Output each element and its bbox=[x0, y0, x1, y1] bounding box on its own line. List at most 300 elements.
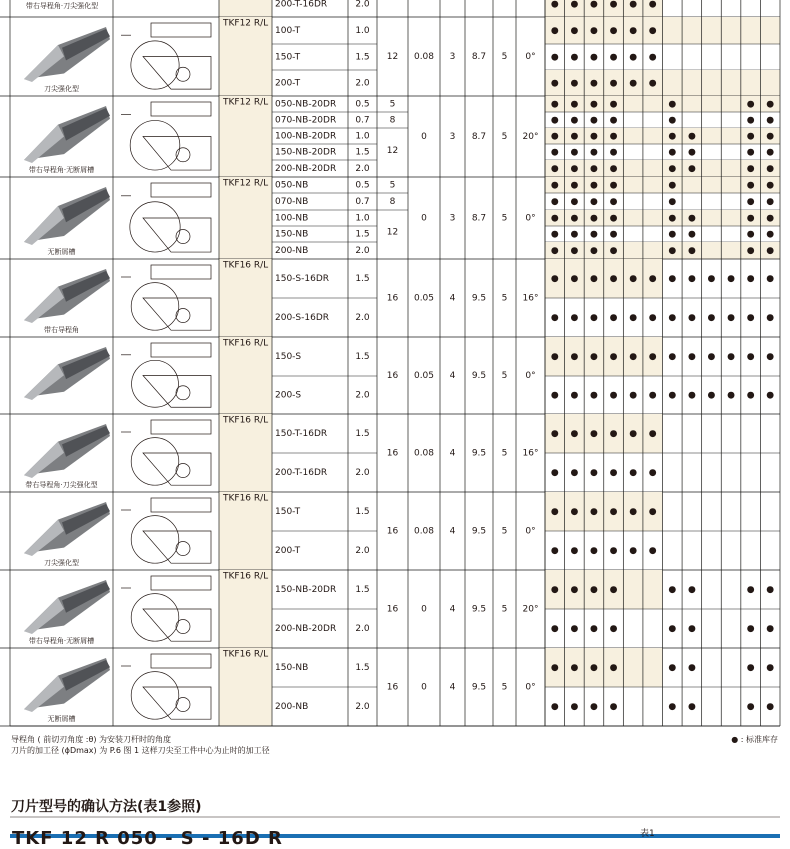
drawing-dmax-circle bbox=[131, 283, 179, 331]
insert-photo bbox=[24, 106, 110, 163]
stock-dot: ● bbox=[766, 197, 775, 207]
grade-band bbox=[623, 570, 643, 609]
stock-dot: ● bbox=[609, 197, 618, 207]
stock-dot: ● bbox=[668, 229, 677, 240]
stock-dot: ● bbox=[570, 246, 579, 256]
stock-dot: ● bbox=[550, 229, 559, 240]
drawing-hole bbox=[176, 542, 190, 556]
stock-dot: ● bbox=[727, 274, 735, 284]
stock-dot: ● bbox=[727, 390, 735, 401]
stock-dot: ● bbox=[570, 507, 579, 517]
stock-dot: ● bbox=[668, 213, 677, 224]
stock-dot: ● bbox=[648, 313, 657, 323]
size-code: 200-T bbox=[275, 546, 301, 556]
drawing-top-view bbox=[143, 609, 211, 641]
group-label: 带右导程角·刀尖强化型 bbox=[25, 2, 99, 10]
l-value: 9.5 bbox=[471, 293, 487, 304]
stock-dot: ● bbox=[550, 147, 559, 158]
e-value: 0 bbox=[421, 132, 427, 142]
stock-dot: ● bbox=[687, 147, 696, 158]
stock-dot: ● bbox=[570, 274, 579, 284]
stock-dot: ● bbox=[609, 313, 618, 323]
grade-band bbox=[760, 17, 780, 44]
stock-dot: ● bbox=[668, 624, 677, 634]
stock-dot: ● bbox=[570, 429, 579, 439]
stock-dot: ● bbox=[609, 390, 618, 401]
stock-dot: ● bbox=[629, 26, 638, 36]
dia-value: 5 bbox=[389, 180, 396, 191]
corner-radius: 2.0 bbox=[355, 0, 370, 10]
stock-dot: ● bbox=[648, 26, 657, 36]
stock-dot: ● bbox=[668, 99, 677, 110]
stock-dot: ● bbox=[746, 274, 755, 284]
insert-drawing bbox=[121, 23, 211, 89]
table-row bbox=[275, 70, 780, 96]
stock-dot: ● bbox=[609, 164, 618, 174]
insert-group bbox=[0, 259, 780, 337]
stock-dot: ● bbox=[766, 131, 775, 142]
stock-dot: ● bbox=[707, 313, 716, 323]
insert-drawing bbox=[121, 576, 211, 641]
dia-value: 16 bbox=[386, 526, 399, 537]
stock-dot: ● bbox=[687, 663, 696, 673]
stock-dot: ● bbox=[570, 0, 579, 10]
stock-dot: ● bbox=[590, 99, 598, 110]
stock-dot: ● bbox=[550, 468, 559, 478]
stock-dot: ● bbox=[550, 246, 559, 256]
angle-value: 20° bbox=[522, 132, 539, 142]
stock-dot: ● bbox=[590, 352, 598, 362]
k-value: 4 bbox=[449, 371, 456, 381]
insert-group bbox=[0, 492, 780, 570]
stock-dot: ● bbox=[746, 390, 755, 401]
h-value: 5 bbox=[501, 448, 508, 459]
stock-dot: ● bbox=[550, 702, 559, 712]
size-code: 200-T bbox=[275, 78, 301, 89]
stock-dot: ● bbox=[550, 0, 559, 10]
corner-radius: 1.5 bbox=[355, 274, 370, 284]
size-code: 050-NB-20DR bbox=[275, 99, 337, 110]
grade-band bbox=[741, 70, 761, 96]
stock-dot: ● bbox=[550, 213, 559, 224]
e-value: 0 bbox=[421, 604, 427, 615]
stock-dot: ● bbox=[746, 624, 755, 634]
stock-dot: ● bbox=[609, 585, 618, 595]
grade-band bbox=[643, 242, 663, 259]
stock-dot: ● bbox=[550, 197, 559, 207]
corner-radius: 1.5 bbox=[355, 229, 370, 240]
stock-dot: ● bbox=[609, 274, 618, 284]
stock-dot: ● bbox=[766, 585, 775, 595]
drawing-side-view bbox=[151, 343, 211, 357]
stock-dot: ● bbox=[766, 147, 775, 158]
drawing-side-view bbox=[151, 654, 211, 668]
stock-dot: ● bbox=[727, 313, 735, 323]
drawing-top-view bbox=[143, 298, 211, 330]
angle-value: 0° bbox=[525, 682, 536, 693]
footnotes bbox=[11, 734, 270, 756]
insert-photo bbox=[24, 424, 110, 478]
size-code: 050-NB bbox=[275, 180, 309, 191]
insert-drawing bbox=[121, 265, 211, 330]
group-label: 刀尖强化型 bbox=[44, 559, 79, 567]
series-band bbox=[219, 17, 272, 96]
stock-dot: ● bbox=[550, 390, 559, 401]
stock-dot: ● bbox=[570, 26, 579, 36]
size-code: 100-NB bbox=[275, 213, 309, 224]
angle-value: 0° bbox=[525, 213, 536, 224]
stock-dot: ● bbox=[590, 313, 598, 323]
grade-band bbox=[623, 210, 643, 226]
stock-dot: ● bbox=[648, 52, 657, 63]
insert-group bbox=[0, 177, 780, 259]
l-value: 9.5 bbox=[471, 448, 487, 459]
corner-radius: 2.0 bbox=[355, 164, 370, 174]
stock-dot: ● bbox=[550, 52, 559, 63]
stock-dot: ● bbox=[570, 52, 579, 63]
corner-radius: 2.0 bbox=[355, 468, 370, 478]
stock-dot: ● bbox=[609, 180, 618, 191]
stock-dot: ● bbox=[629, 429, 638, 439]
stock-dot: ● bbox=[570, 147, 579, 158]
size-code: 200-T-16DR bbox=[275, 468, 328, 478]
grade-band bbox=[623, 128, 643, 144]
size-code: 100-NB-20DR bbox=[275, 131, 337, 142]
h-value: 5 bbox=[501, 52, 508, 62]
grade-band bbox=[643, 570, 663, 609]
stock-dot: ● bbox=[590, 468, 598, 478]
stock-dot: ● bbox=[668, 131, 677, 142]
angle-value: 0° bbox=[525, 526, 536, 537]
grade-band bbox=[682, 17, 702, 44]
stock-dot: ● bbox=[766, 624, 775, 634]
stock-dot: ● bbox=[766, 115, 775, 126]
corner-radius: 0.7 bbox=[355, 115, 370, 126]
stock-dot: ● bbox=[629, 0, 638, 10]
size-code: 200-NB-20DR bbox=[275, 624, 337, 634]
stock-dot: ● bbox=[707, 274, 716, 284]
drawing-hole bbox=[176, 67, 190, 81]
stock-dot: ● bbox=[687, 213, 696, 224]
grade-band bbox=[721, 70, 741, 96]
stock-dot: ● bbox=[590, 213, 598, 224]
stock-dot: ● bbox=[590, 180, 598, 191]
grade-band bbox=[643, 648, 663, 687]
l-value: 9.5 bbox=[471, 526, 487, 537]
stock-dot: ● bbox=[570, 313, 579, 323]
stock-dot: ● bbox=[590, 26, 598, 36]
stock-dot: ● bbox=[668, 147, 677, 158]
stock-dot: ● bbox=[550, 131, 559, 142]
corner-radius: 1.5 bbox=[355, 663, 370, 673]
series-band bbox=[219, 648, 272, 726]
insert-photo bbox=[24, 580, 110, 634]
stock-dot: ● bbox=[590, 147, 598, 158]
stock-dot: ● bbox=[746, 213, 755, 224]
drawing-side-view bbox=[151, 420, 211, 434]
stock-dot: ● bbox=[609, 115, 618, 126]
series-code: TKF16 R/L bbox=[223, 571, 269, 582]
stock-dot: ● bbox=[590, 246, 598, 256]
dia-value: 16 bbox=[386, 448, 399, 459]
corner-radius: 1.5 bbox=[355, 507, 370, 517]
grade-band bbox=[682, 96, 702, 112]
series-code: TKF16 R/L bbox=[223, 415, 269, 426]
stock-dot: ● bbox=[766, 663, 775, 673]
stock-dot: ● bbox=[570, 197, 579, 207]
stock-dot: ● bbox=[590, 229, 598, 240]
grade-band bbox=[741, 17, 761, 44]
drawing-top-view bbox=[143, 218, 211, 252]
drawing-dmax-circle bbox=[130, 120, 180, 170]
stock-dot: ● bbox=[570, 131, 579, 142]
model-code-example: TKF 12 R 050 - S - 16D R bbox=[12, 828, 283, 849]
l-value: 9.5 bbox=[471, 682, 487, 693]
stock-dot: ● bbox=[707, 352, 716, 362]
stock-dot: ● bbox=[570, 115, 579, 126]
insert-photo bbox=[24, 502, 110, 556]
dia-value: 16 bbox=[386, 604, 399, 615]
insert-photo bbox=[24, 269, 110, 323]
insert-group bbox=[0, 648, 780, 726]
stock-dot: ● bbox=[550, 115, 559, 126]
angle-value: 0° bbox=[525, 371, 536, 381]
stock-dot: ● bbox=[668, 246, 677, 256]
drawing-side-view bbox=[151, 576, 211, 590]
table-row bbox=[275, 624, 774, 634]
corner-radius: 2.0 bbox=[355, 246, 370, 256]
h-value: 5 bbox=[501, 293, 508, 304]
k-value: 4 bbox=[449, 682, 456, 693]
size-code: 200-S-16DR bbox=[275, 313, 330, 323]
stock-dot: ● bbox=[687, 585, 696, 595]
stock-dot: ● bbox=[609, 147, 618, 158]
stock-dot: ● bbox=[648, 0, 657, 10]
size-code: 150-T-16DR bbox=[275, 429, 328, 439]
grade-band bbox=[760, 70, 780, 96]
stock-dot: ● bbox=[648, 429, 657, 439]
grade-band bbox=[643, 177, 663, 193]
corner-radius: 2.0 bbox=[355, 78, 370, 89]
stock-dot: ● bbox=[766, 180, 775, 191]
series-band bbox=[219, 492, 272, 570]
angle-value: 16° bbox=[522, 293, 539, 304]
table-row bbox=[275, 242, 780, 259]
stock-dot: ● bbox=[687, 390, 696, 401]
series-code: TKF16 R/L bbox=[223, 649, 269, 660]
h-value: 5 bbox=[501, 526, 508, 537]
stock-dot: ● bbox=[609, 507, 618, 517]
series-code: TKF12 R/L bbox=[223, 97, 269, 108]
corner-radius: 1.0 bbox=[355, 131, 370, 142]
stock-dot: ● bbox=[687, 164, 696, 174]
stock-dot: ● bbox=[550, 313, 559, 323]
stock-dot: ● bbox=[766, 213, 775, 224]
stock-dot: ● bbox=[687, 246, 696, 256]
l-value: 9.5 bbox=[471, 604, 487, 615]
series-code: TKF16 R/L bbox=[223, 338, 269, 349]
stock-dot: ● bbox=[590, 0, 598, 10]
table-row bbox=[275, 546, 657, 556]
h-value: 5 bbox=[501, 604, 508, 615]
drawing-side-view bbox=[151, 183, 211, 197]
corner-radius: 1.5 bbox=[355, 585, 370, 595]
stock-dot: ● bbox=[668, 313, 677, 323]
stock-dot: ● bbox=[746, 131, 755, 142]
stock-dot: ● bbox=[570, 546, 579, 556]
insert-group bbox=[0, 337, 780, 414]
grade-band bbox=[663, 17, 683, 44]
stock-dot: ● bbox=[746, 585, 755, 595]
stock-dot: ● bbox=[590, 429, 598, 439]
series-code: TKF16 R/L bbox=[223, 493, 269, 504]
e-value: 0.08 bbox=[413, 52, 435, 62]
stock-dot: ● bbox=[668, 164, 677, 174]
stock-dot: ● bbox=[766, 352, 775, 362]
stock-dot: ● bbox=[668, 663, 677, 673]
stock-dot: ● bbox=[746, 99, 755, 110]
stock-dot: ● bbox=[550, 78, 559, 89]
stock-dot: ● bbox=[687, 131, 696, 142]
dia-value: 8 bbox=[389, 115, 396, 126]
stock-dot: ● bbox=[609, 131, 618, 142]
stock-dot: ● bbox=[746, 352, 755, 362]
corner-radius: 1.5 bbox=[355, 429, 370, 439]
insert-drawing bbox=[121, 498, 211, 563]
group-label: 刀尖强化型 bbox=[44, 85, 79, 93]
group-label: 带右导程角 bbox=[44, 326, 79, 334]
size-code: 150-T bbox=[275, 52, 301, 63]
angle-value: 16° bbox=[522, 448, 539, 459]
grade-band bbox=[721, 177, 741, 193]
stock-dot: ● bbox=[629, 274, 638, 284]
stock-dot: ● bbox=[668, 274, 677, 284]
insert-drawing bbox=[121, 420, 211, 485]
stock-dot: ● bbox=[687, 352, 696, 362]
grade-band bbox=[682, 177, 702, 193]
stock-dot: ● bbox=[687, 313, 696, 323]
stock-dot: ● bbox=[648, 507, 657, 517]
insert-photo bbox=[24, 658, 110, 712]
stock-dot: ● bbox=[648, 274, 657, 284]
h-value: 5 bbox=[501, 682, 508, 693]
table-row bbox=[275, 160, 780, 177]
e-value: 0.05 bbox=[413, 293, 435, 304]
series-code: TKF16 R/L bbox=[223, 260, 269, 271]
grade-band bbox=[702, 160, 722, 177]
drawing-hole bbox=[176, 698, 190, 712]
e-value: 0.08 bbox=[413, 526, 435, 537]
stock-dot: ● bbox=[609, 624, 618, 634]
series-band bbox=[219, 96, 272, 177]
insert-photo bbox=[24, 347, 110, 400]
size-code: 100-T bbox=[275, 26, 301, 36]
grade-band bbox=[682, 70, 702, 96]
insert-photo bbox=[24, 27, 110, 82]
stock-dot: ● bbox=[687, 229, 696, 240]
series-code: TKF12 R/L bbox=[223, 18, 269, 29]
stock-dot: ● bbox=[668, 585, 677, 595]
stock-dot: ● bbox=[766, 164, 775, 174]
stock-dot: ● bbox=[609, 229, 618, 240]
stock-dot: ● bbox=[629, 468, 638, 478]
stock-dot: ● bbox=[609, 663, 618, 673]
drawing-hole bbox=[176, 386, 190, 400]
grade-band bbox=[702, 210, 722, 226]
table-row bbox=[275, 468, 657, 478]
footnote-dmax: 刀片的加工径 (ϕDmax) 为 P.6 图 1 这样刀尖至工件中心为止时的加工径 bbox=[11, 746, 270, 755]
stock-dot: ● bbox=[550, 164, 559, 174]
stock-dot: ● bbox=[590, 390, 598, 401]
k-value: 4 bbox=[449, 604, 456, 615]
size-code: 070-NB bbox=[275, 197, 309, 207]
stock-dot: ● bbox=[590, 164, 598, 174]
insert-photo bbox=[24, 187, 110, 245]
stock-dot: ● bbox=[629, 78, 638, 89]
stock-dot: ● bbox=[590, 546, 598, 556]
corner-radius: 1.0 bbox=[355, 26, 370, 36]
series-band bbox=[219, 337, 272, 414]
stock-dot: ● bbox=[590, 115, 598, 126]
dia-value: 12 bbox=[386, 52, 399, 62]
insert-group bbox=[0, 17, 780, 96]
stock-dot: ● bbox=[570, 585, 579, 595]
h-value: 5 bbox=[501, 371, 508, 381]
l-value: 9.5 bbox=[471, 371, 487, 381]
stock-dot: ● bbox=[648, 468, 657, 478]
series-band bbox=[219, 177, 272, 259]
drawing-dmax-circle bbox=[132, 360, 179, 407]
stock-dot: ● bbox=[590, 507, 598, 517]
stock-dot: ● bbox=[550, 99, 559, 110]
stock-dot: ● bbox=[668, 180, 677, 191]
stock-dot: ● bbox=[629, 352, 638, 362]
stock-dot: ● bbox=[746, 180, 755, 191]
h-value: 5 bbox=[501, 132, 508, 142]
drawing-dmax-circle bbox=[131, 438, 179, 486]
stock-dot: ● bbox=[590, 663, 598, 673]
stock-dot: ● bbox=[590, 702, 598, 712]
dia-value: 12 bbox=[386, 146, 399, 156]
drawing-top-view bbox=[143, 453, 211, 485]
stock-dot: ● bbox=[648, 352, 657, 362]
size-code: 150-NB-20DR bbox=[275, 147, 337, 158]
grade-band bbox=[623, 96, 643, 112]
stock-dot: ● bbox=[629, 52, 638, 63]
grade-band bbox=[623, 177, 643, 193]
grade-band bbox=[643, 160, 663, 177]
stock-dot: ● bbox=[590, 131, 598, 142]
stock-dot: ● bbox=[550, 585, 559, 595]
top-partial-row bbox=[0, 0, 780, 17]
size-code: 200-NB bbox=[275, 246, 309, 256]
grade-band bbox=[702, 128, 722, 144]
stock-dot: ● bbox=[590, 624, 598, 634]
footnote-lead-angle: 导程角 ( 前切刃角度 :θ) 为安装刀杆时的角度 bbox=[11, 735, 172, 744]
dia-value: 5 bbox=[389, 99, 396, 110]
dia-value: 16 bbox=[386, 371, 399, 381]
grade-band bbox=[623, 648, 643, 687]
corner-radius: 2.0 bbox=[355, 313, 370, 323]
stock-dot: ● bbox=[570, 352, 579, 362]
drawing-top-view bbox=[143, 687, 211, 719]
stock-dot: ● bbox=[746, 164, 755, 174]
grade-band bbox=[702, 242, 722, 259]
stock-dot: ● bbox=[766, 229, 775, 240]
stock-dot: ● bbox=[609, 0, 618, 10]
k-value: 4 bbox=[449, 293, 456, 304]
stock-dot: ● bbox=[668, 197, 677, 207]
